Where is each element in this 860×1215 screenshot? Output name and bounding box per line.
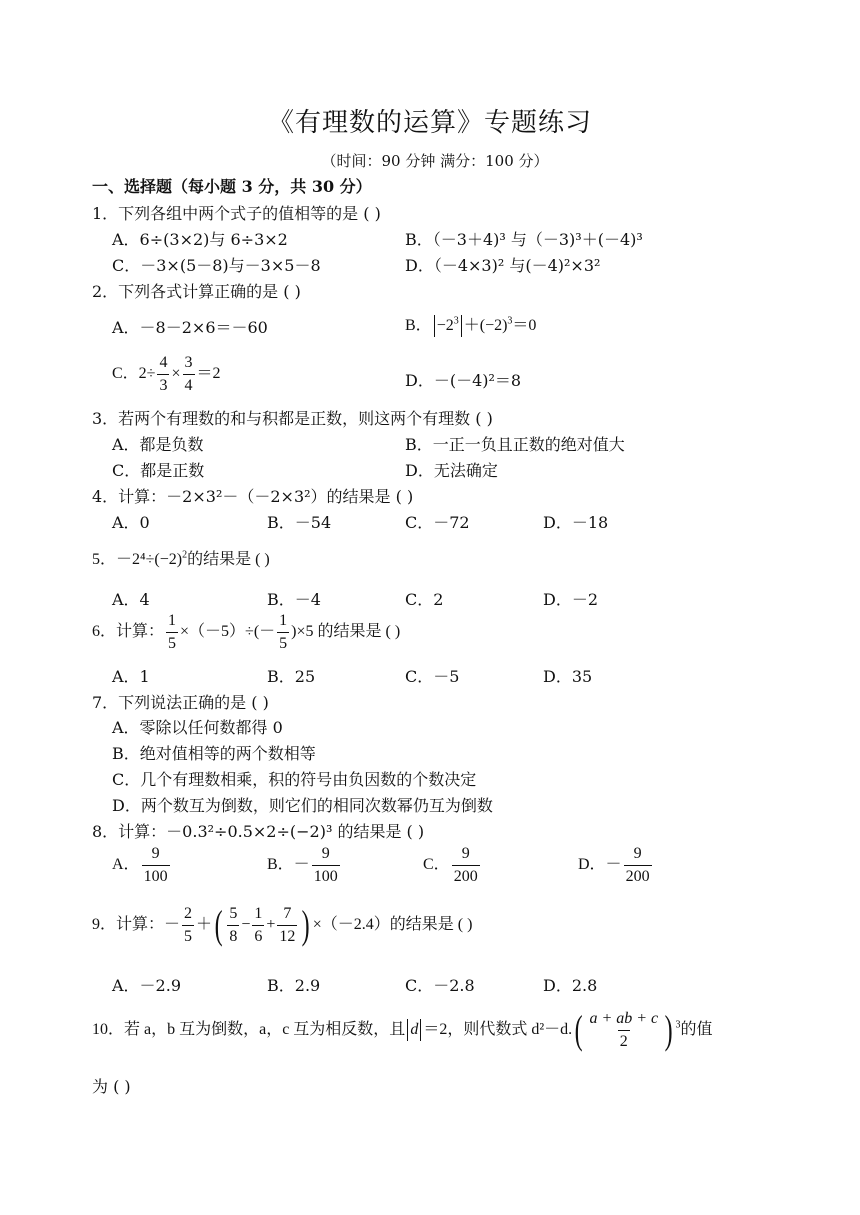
question-10-line2: 为 ( ) (92, 1077, 131, 1096)
q8-c-frac (452, 845, 480, 885)
question-3-stem: 3．若两个有理数的和与积都是正数，则这两个有理数 ( ) (92, 409, 493, 428)
q8-option-a (112, 845, 172, 885)
q9-frac1 (182, 905, 194, 945)
denominator: 5 (182, 925, 194, 946)
q2-option-b (405, 312, 536, 337)
q5-option-b: B．－4 (267, 590, 321, 609)
q7-option-d: D．两个数互为倒数，则它们的相同次数幂仍互为倒数 (112, 796, 493, 815)
q6-frac2 (277, 612, 289, 652)
abs-bar-right (420, 1019, 421, 1041)
q8-d-frac (624, 845, 652, 885)
numerator: 5 (229, 905, 238, 922)
q7-option-a: A．零除以任何数都得 0 (112, 718, 283, 737)
numerator: 3 (184, 354, 193, 371)
q2-b-paren: (−2) (479, 317, 508, 334)
numerator: 9 (633, 845, 642, 862)
question-10-stem (92, 1007, 713, 1053)
q2-option-d: D．－(－4)²＝8 (405, 371, 522, 390)
page-subtitle: （时间：90 分钟 满分：100 分） (321, 152, 549, 170)
q5-pre: 5．－2⁴÷ (92, 551, 155, 568)
q2-c-frac2 (183, 354, 195, 394)
q1-option-a: A．6÷(3×2)与 6÷3×2 (112, 230, 288, 249)
abs-bar-left (407, 1019, 408, 1041)
q4-option-a: A．0 (112, 513, 150, 532)
q10-frac (587, 1010, 660, 1050)
q9-frac2 (227, 905, 239, 945)
q9-option-a: A．－2.9 (112, 976, 182, 995)
denominator: 2 (618, 1030, 630, 1051)
denominator: 200 (452, 865, 480, 886)
denominator: 200 (624, 865, 652, 886)
q8-option-d (578, 845, 654, 885)
q5-paren: (−2) (154, 551, 183, 568)
question-2-stem: 2．下列各式计算正确的是 ( ) (92, 282, 301, 301)
q2-option-c (112, 354, 221, 394)
denominator: 5 (166, 632, 178, 653)
q3-option-c: C．都是正数 (112, 461, 205, 480)
q4-option-c: C．－72 (405, 513, 470, 532)
q9-minus: − (241, 915, 251, 933)
q6-frac1 (166, 612, 178, 652)
q10-pre: 10．若 a，b 互为倒数，a，c 互为相反数，且 (92, 1020, 406, 1038)
numerator: 9 (461, 845, 470, 862)
q9-post: ×（－2.4）的结果是 ( ) (312, 915, 473, 933)
q2-c-result: ＝2 (196, 364, 221, 382)
q2-c-times: × (171, 364, 181, 382)
q9-option-b: B．2.9 (267, 976, 321, 995)
question-8-stem: 8．计算：－0.3²÷0.5×2÷(−2)³ 的结果是 ( ) (92, 822, 425, 841)
q2-option-a: A．－8－2×6＝－60 (112, 318, 268, 337)
q6-post: )×5 的结果是 ( ) (291, 622, 401, 640)
q9-option-d: D．2.8 (543, 976, 598, 995)
question-5-stem (92, 546, 270, 569)
q6-mid: ×（－5）÷(－ (180, 622, 276, 640)
denominator: 5 (277, 632, 289, 653)
q2-b-exp1: 3 (453, 315, 459, 327)
question-7-stem: 7．下列说法正确的是 ( ) (92, 693, 269, 712)
numerator: 4 (159, 354, 168, 371)
q8-b-label: B．－ (267, 855, 310, 873)
q1-option-d: D．（－4×3)² 与(－4)²×3² (405, 256, 601, 275)
q8-option-b (267, 845, 342, 885)
q8-d-label: D．－ (578, 855, 622, 873)
q5-post: 的结果是 ( ) (187, 551, 270, 568)
q8-b-frac (312, 845, 340, 885)
q9-plus: ＋ (196, 915, 213, 933)
q9-plus2: + (266, 915, 276, 933)
q2-b-inner: −2 (436, 317, 454, 334)
q9-frac4 (277, 905, 297, 945)
q3-option-b: B．一正一负且正数的绝对值大 (405, 435, 625, 454)
numerator: 2 (184, 905, 193, 922)
numerator: 1 (279, 612, 288, 629)
q8-a-label: A． (112, 855, 140, 873)
numerator: 1 (254, 905, 263, 922)
numerator: 9 (151, 845, 160, 862)
numerator: 9 (321, 845, 330, 862)
abs-bar-left (434, 315, 435, 337)
q8-a-frac (142, 845, 170, 885)
section-heading: 一、选择题（每小题 3 分，共 30 分） (92, 177, 372, 196)
q8-option-c (423, 845, 482, 885)
q9-option-c: C．－2.8 (405, 976, 475, 995)
q4-option-b: B．－54 (267, 513, 332, 532)
q2-b-exp2: 3 (507, 315, 513, 327)
denominator: 12 (277, 925, 297, 946)
q2-c-frac1 (157, 354, 169, 394)
denominator: 6 (252, 925, 264, 946)
q4-option-d: D．－18 (543, 513, 609, 532)
q10-post: 的值 (680, 1020, 713, 1038)
q5-option-c: C．2 (405, 590, 444, 609)
q7-option-c: C．几个有理数相乘，积的符号由负因数的个数决定 (112, 770, 477, 789)
q5-exp: 2 (182, 549, 188, 561)
numerator: a + ab + c (589, 1010, 659, 1027)
abs-bar-right (461, 315, 462, 337)
right-paren: ) (664, 1007, 673, 1053)
numerator: 7 (283, 905, 292, 922)
q6-option-b: B．25 (267, 667, 316, 686)
q9-frac3 (252, 905, 264, 945)
q6-option-c: C．－5 (405, 667, 460, 686)
question-1-stem: 1．下列各组中两个式子的值相等的是 ( ) (92, 204, 381, 223)
q2-b-plus: ＋ (463, 317, 480, 334)
q7-option-b: B．绝对值相等的两个数相等 (112, 744, 316, 763)
q6-pre: 6．计算： (92, 622, 165, 640)
q6-option-d: D．35 (543, 667, 593, 686)
denominator: 4 (183, 374, 195, 395)
numerator: 1 (168, 612, 177, 629)
q6-option-a: A．1 (112, 667, 150, 686)
left-paren: ( (214, 902, 223, 948)
q10-absd: d (410, 1020, 419, 1038)
q10-mid: ＝2，则代数式 d²－d. (423, 1020, 573, 1038)
q3-option-d: D．无法确定 (405, 461, 498, 480)
q10-exp: 3 (675, 1019, 681, 1031)
q1-option-b: B．（－3＋4)³ 与（－3)³＋(－4)³ (405, 230, 643, 249)
q8-c-label: C． (423, 855, 450, 873)
q3-option-a: A．都是负数 (112, 435, 204, 454)
question-4-stem: 4．计算：－2×3²－（－2×3²）的结果是 ( ) (92, 487, 414, 506)
denominator: 3 (157, 374, 169, 395)
q2-b-label: B． (405, 317, 432, 334)
left-paren: ( (574, 1007, 583, 1053)
q5-option-a: A．4 (112, 590, 150, 609)
q5-option-d: D．－2 (543, 590, 599, 609)
page-title: 《有理数的运算》专题练习 (267, 108, 592, 138)
question-6-stem (92, 612, 400, 652)
denominator: 100 (312, 865, 340, 886)
question-9-stem (92, 902, 473, 948)
q2-c-pre: C．2÷ (112, 364, 156, 382)
denominator: 100 (142, 865, 170, 886)
q2-b-result: ＝0 (512, 317, 537, 334)
right-paren: ) (302, 902, 311, 948)
q1-option-c: C．－3×(5－8)与－3×5－8 (112, 256, 321, 275)
q9-pre: 9．计算：－ (92, 915, 181, 933)
denominator: 8 (227, 925, 239, 946)
